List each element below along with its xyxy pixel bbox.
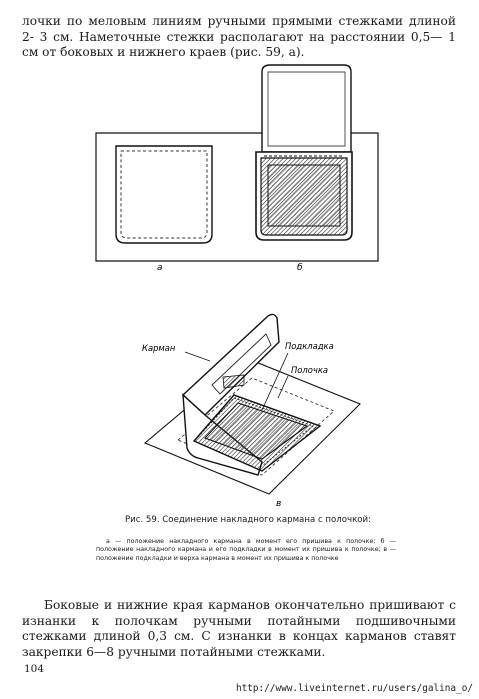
label-a: а	[157, 263, 163, 273]
figure-caption-legend: а — положение накладного кармана в момент его пришива к полочке; б — положение накладного кармана и его подкладки в момент их пришива к полочке; в — положение подкладки и верха кармана в момент их пришива к полочке	[96, 538, 396, 562]
label-pocket: Карман	[142, 343, 176, 353]
page-number: 104	[24, 663, 45, 675]
source-watermark: http://www.liveinternet.ru/users/galina_o/	[235, 683, 473, 694]
pocket-a	[116, 146, 212, 243]
diagram-v	[142, 314, 360, 509]
label-v: в	[276, 499, 282, 509]
label-lining: Подкладка	[285, 341, 334, 351]
label-front: Полочка	[291, 365, 329, 375]
pocket-b	[256, 65, 352, 240]
body-paragraph-bottom: Боковые и нижние края карманов окончательно пришивают с изнанки к полочкам ручными потайными подшивочными стежками длиной 0,3 см. С изнанки в концах карманов ставят закрепки 6—8 ручными потайными стежками.	[22, 598, 456, 659]
figure-59	[0, 60, 479, 512]
figure-caption-title: Рис. 59. Соединение накладного кармана с полочкой:	[124, 515, 372, 525]
diagram-ab	[96, 65, 378, 273]
body-paragraph-top: лочки по меловым линиям ручными прямыми стежками длиной 2- 3 см. Наметочные стежки располагают на расстоянии 0,5— 1 см от боковых и нижнего краев (рис. 59, а).	[22, 14, 456, 59]
label-b: б	[297, 263, 303, 273]
